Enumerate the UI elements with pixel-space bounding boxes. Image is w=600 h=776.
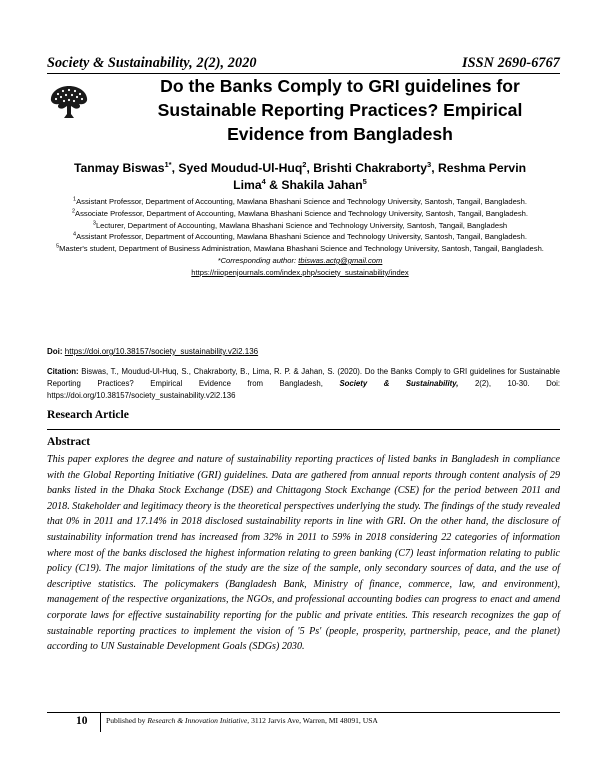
- footer-divider: [100, 712, 101, 732]
- citation-block: [47, 366, 560, 401]
- issn: ISSN 2690-6767: [462, 55, 560, 71]
- corresponding-email-link[interactable]: tbiswas.actg@gmail.com: [298, 255, 383, 265]
- citation-journal: Society & Sustainability,: [339, 378, 459, 388]
- publisher-name: Research & Innovation Initiative,: [147, 716, 250, 725]
- author-separator: ,: [431, 161, 438, 175]
- affiliation-sup: 2: [71, 208, 76, 215]
- affiliation-sup: 3: [92, 220, 96, 227]
- affiliation: [56, 220, 544, 232]
- tree-logo-icon: [46, 80, 92, 120]
- published-by-label: Published by: [106, 716, 146, 725]
- publisher-line: [106, 716, 378, 725]
- author-name: Tanmay Biswas: [73, 161, 165, 175]
- author-separator: ,: [306, 161, 314, 175]
- section-rule: [47, 429, 560, 430]
- corresponding-label: *Corresponding author:: [217, 255, 297, 265]
- page-number: 10: [76, 715, 88, 727]
- author-list: [56, 160, 544, 194]
- affiliation: [56, 243, 544, 255]
- author-separator: &: [265, 178, 282, 192]
- author-separator: ,: [171, 161, 179, 175]
- author-sup: 1*: [164, 159, 172, 169]
- publisher-address: 3112 Jarvis Ave, Warren, MI 48091, USA: [251, 716, 378, 725]
- author-name: Syed Moudud-Ul-Huq: [178, 161, 303, 175]
- affiliation-text: Associate Professor, Department of Accounting, Mawlana Bhashani Science and Technology University, Santosh, Tangail, Bangladesh.: [75, 208, 528, 218]
- affiliation-text: Assistant Professor, Department of Accounting, Mawlana Bhashani Science and Technology University, Santosh, Tangail, Bangladesh.: [76, 232, 527, 242]
- abstract-heading: Abstract: [47, 435, 91, 448]
- affiliation-text: Master's student, Department of Business Administration, Mawlana Bhashani Science and Technology University, Santosh, Tangail, Bangladesh.: [59, 244, 544, 254]
- doi-label: Doi:: [47, 347, 63, 356]
- footer-rule: [47, 712, 560, 713]
- article-type: Research Article: [47, 408, 129, 421]
- doi-link[interactable]: https://doi.org/10.38157/society_sustainability.v2i2.136: [64, 347, 259, 356]
- affiliation-sup: 1: [73, 196, 77, 203]
- author-sup: 4: [261, 176, 266, 186]
- running-header: [47, 55, 560, 72]
- corresponding-author: [56, 255, 544, 267]
- affiliation-text: Assistant Professor, Department of Accounting, Mawlana Bhashani Science and Technology University, Santosh, Tangail, Bangladesh.: [76, 197, 527, 206]
- affiliations: [56, 196, 544, 279]
- affiliation-sup: 4: [73, 231, 77, 238]
- author-name: Shakila Jahan: [281, 178, 363, 192]
- paper-title: Do the Banks Comply to GRI guidelines for Sustainable Reporting Practices? Empirical Evidence from Bangladesh: [157, 76, 523, 144]
- abstract-text: This paper explores the degree and nature of sustainability reporting practices of listed banks in Bangladesh in compliance with the Global Reporting Initiative (GRI) guidelines. Data are gathered from annual reports through content analysis of 29 banks listed in the Dhaka Stock Exchange (DSE) and Chittagong Stock Exchange (CSE) for the period between 2011 and 2018. Stakeholder and legitimacy theory is the theoretical perspectives underlying the study. The findings of the study revealed that 0% in 2011 and 17.14% in 2018 disclosed sustainability reports in line with GRI. On the other hand, the disclosure of sustainability information trend has increased from 32% in 2011 to 59% in 2018 considering 22 categories of information where most of the banks disclosed the highest information relating to green banking (C7) least information relating to public policy (C19). The major limitations of the study are the size of the sample, only secondary sources of data, and the use of descriptive statistics. The policymakers (Bangladesh Bank, Ministry of finance, commerce, law, and environment), management of the respective organizations, the NGOs, and professional accounting bodies can progress to enact and amend corporate laws for effective sustainability reporting for the public and private entities. This research recognizes the gap of sustainable reporting practices to implement the vision of '5 Ps' (people, prosperity, partnership, peace, and the planet) according to UN Sustainable Development Goals (SDGs) 2030.: [47, 454, 560, 653]
- affiliation: [56, 231, 544, 243]
- affiliation-text: Lecturer, Department of Accounting, Mawlana Bhashani Science and Technology University, Santosh, Tangail, Bangladesh: [95, 220, 508, 230]
- citation-tail: 2(2), 10-30. Doi: https://doi.org/10.38157/society_sustainability.v2i2.136: [47, 378, 561, 400]
- doi-line: [47, 346, 560, 358]
- author-name: Reshma Pervin Lima: [233, 161, 527, 192]
- affiliation-sup: 5: [56, 243, 60, 250]
- journal-citation: Society & Sustainability, 2(2), 2020: [47, 55, 257, 71]
- author-sup: 2: [302, 159, 307, 169]
- author-name: Brishti Chakraborty: [313, 161, 428, 175]
- affiliation: [56, 196, 544, 208]
- journal-url-row: [56, 267, 544, 279]
- author-sup: 5: [362, 176, 367, 186]
- citation-text: Biswas, T., Moudud-Ul-Huq, S., Chakraborty, B., Lima, R. P. & Jahan, S. (2020). Do the Banks Comply to GRI guidelines for Sustainable Reporting Practices? Empirical Evidence from Bangladesh,: [47, 367, 560, 388]
- citation-label: Citation:: [47, 367, 79, 376]
- author-sup: 3: [427, 159, 432, 169]
- journal-url-link[interactable]: https://riiopenjournals.com/index.php/society_sustainability/index: [191, 267, 409, 277]
- affiliation: [56, 208, 544, 220]
